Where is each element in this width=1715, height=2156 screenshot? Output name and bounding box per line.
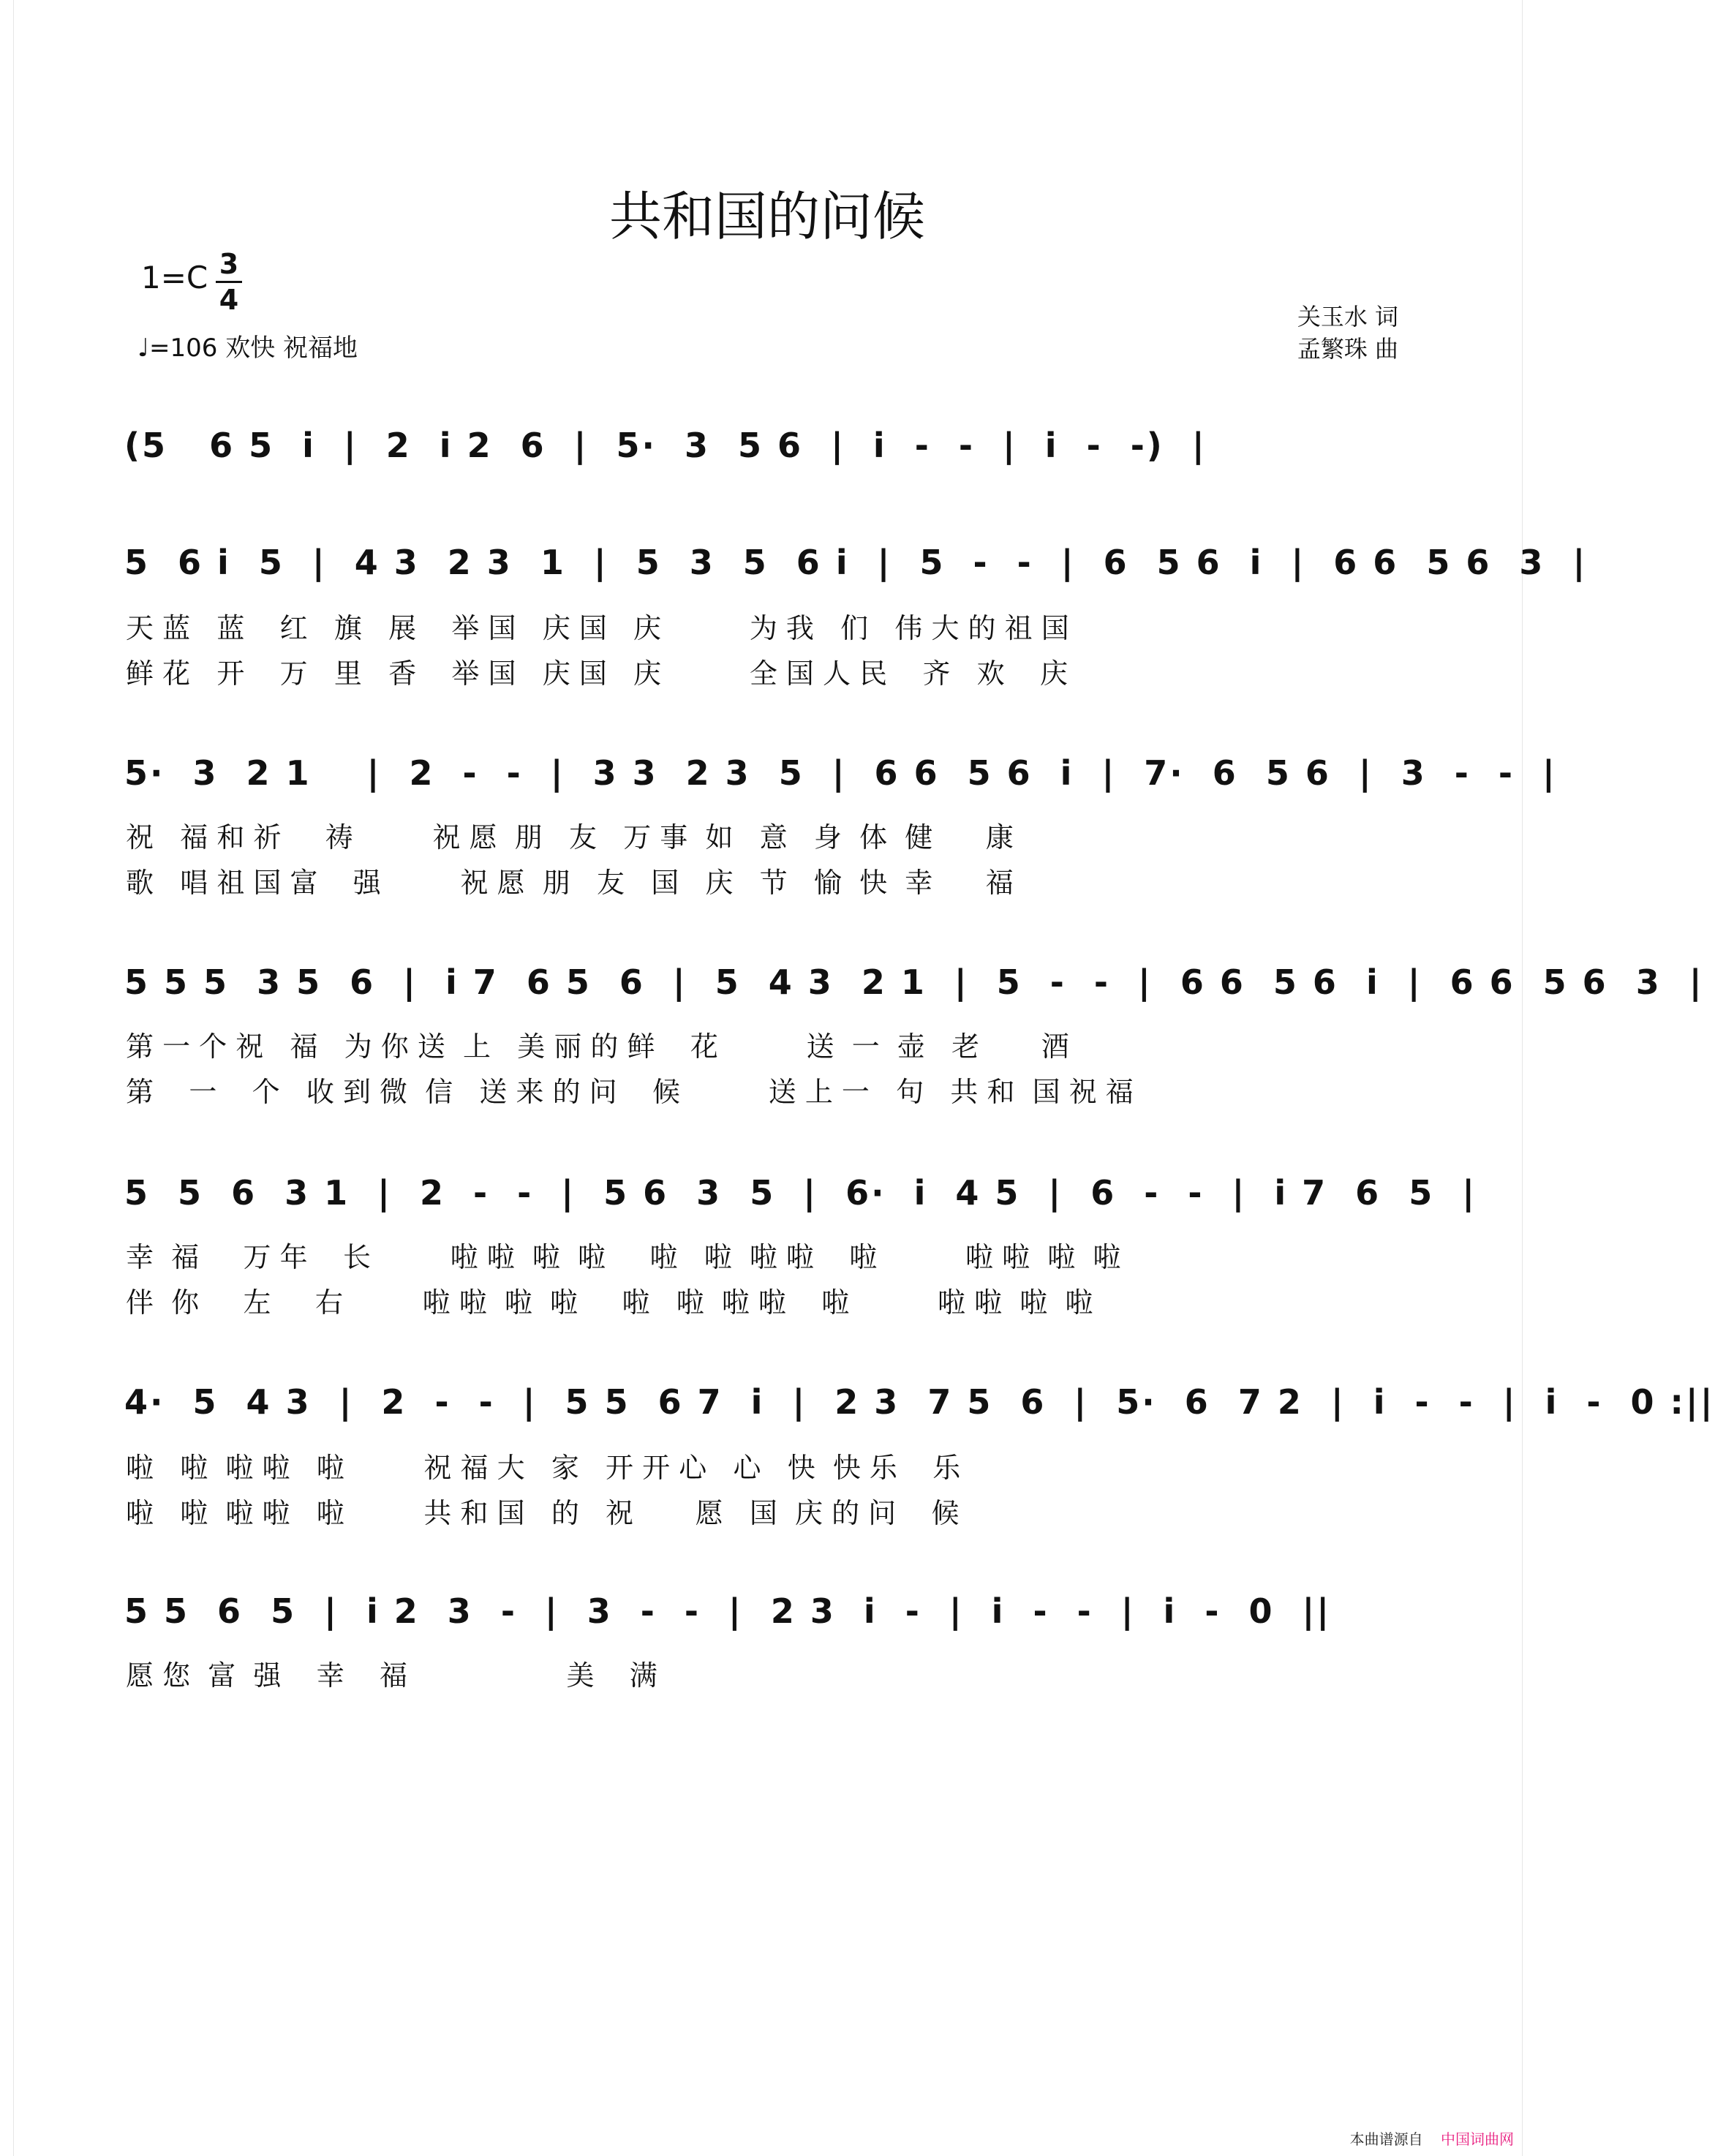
lyric-verse-1: 幸 福 万 年 长 啦 啦 啦 啦 啦 啦 啦 啦 啦 啦 啦 啦 啦 bbox=[126, 1241, 1121, 1273]
lyric-verse-2: 伴 你 左 右 啦 啦 啦 啦 啦 啦 啦 啦 啦 啦 啦 啦 啦 bbox=[126, 1286, 1093, 1319]
time-sig-bottom: 4 bbox=[219, 284, 239, 316]
lyric-verse-2: 第 一 个 收 到 微 信 送 来 的 问 候 送 上 一 句 共 和 国 祝 福 bbox=[126, 1076, 1134, 1108]
composer-credit: 孟繁珠 曲 bbox=[1297, 335, 1398, 363]
lyric-verse-1: 第 一 个 祝 福 为 你 送 上 美 丽 的 鲜 花 送 一 壶 老 酒 bbox=[126, 1030, 1069, 1063]
notation-line: (5 6 5 i | 2 i 2 6 | 5· 3 5 6 | i - - | i - -) | bbox=[124, 426, 1207, 465]
lyric-verse-1: 祝 福 和 祈 祷 祝 愿 朋 友 万 事 如 意 身 体 健 康 bbox=[126, 821, 1014, 853]
time-sig-divider bbox=[216, 281, 242, 283]
lyric-verse-2: 鲜 花 开 万 里 香 举 国 庆 国 庆 全 国 人 民 齐 欢 庆 bbox=[126, 657, 1068, 690]
lyric-verse-1: 啦 啦 啦 啦 啦 祝 福 大 家 开 开 心 心 快 快 乐 乐 bbox=[126, 1452, 961, 1484]
notation-line: 5 5 6 5 | i 2 3 - | 3 - - | 2 3 i - | i - - | i - 0 || bbox=[124, 1591, 1332, 1631]
lyric-verse-2: 歌 唱 祖 国 富 强 祝 愿 朋 友 国 庆 节 愉 快 幸 福 bbox=[126, 867, 1014, 899]
lyricist-credit: 关玉水 词 bbox=[1297, 303, 1398, 331]
tempo-marking: ♩=106 欢快 祝福地 bbox=[137, 333, 358, 363]
notation-line: 5 5 5 3 5 6 | i 7 6 5 6 | 5 4 3 2 1 | 5 - - | 6 6 5 6 i | 6 6 5 6 3 | bbox=[124, 962, 1704, 1002]
notation-line: 5· 3 2 1 | 2 - - | 3 3 2 3 5 | 6 6 5 6 i | 7· 6 5 6 | 3 - - | bbox=[124, 753, 1557, 793]
key-signature: 1=C bbox=[141, 260, 208, 295]
lyric-verse-2: 啦 啦 啦 啦 啦 共 和 国 的 祝 愿 国 庆 的 问 候 bbox=[126, 1497, 960, 1529]
notation-line: 4· 5 4 3 | 2 - - | 5 5 6 7 i | 2 3 7 5 6 | 5· 6 7 2 | i - - | i - 0 :|| bbox=[124, 1382, 1715, 1422]
source-site-link[interactable]: 中国词曲网 bbox=[1441, 2130, 1514, 2148]
time-signature bbox=[216, 249, 242, 315]
lyric-verse-1: 天 蓝 蓝 红 旗 展 举 国 庆 国 庆 为 我 们 伟 大 的 祖 国 bbox=[126, 612, 1069, 644]
song-title: 共和国的问候 bbox=[608, 186, 925, 247]
source-watermark bbox=[1350, 2127, 1514, 2149]
lyric-verse-1: 愿 您 富 强 幸 福 美 满 bbox=[126, 1659, 657, 1692]
time-sig-top: 3 bbox=[219, 248, 239, 280]
source-label: 本曲谱源自 bbox=[1349, 2130, 1423, 2148]
notation-line: 5 5 6 3 1 | 2 - - | 5 6 3 5 | 6· i 4 5 | 6 - - | i 7 6 5 | bbox=[124, 1173, 1477, 1213]
notation-line: 5 6 i 5 | 4 3 2 3 1 | 5 3 5 6 i | 5 - - | 6 5 6 i | 6 6 5 6 3 | bbox=[124, 543, 1588, 582]
